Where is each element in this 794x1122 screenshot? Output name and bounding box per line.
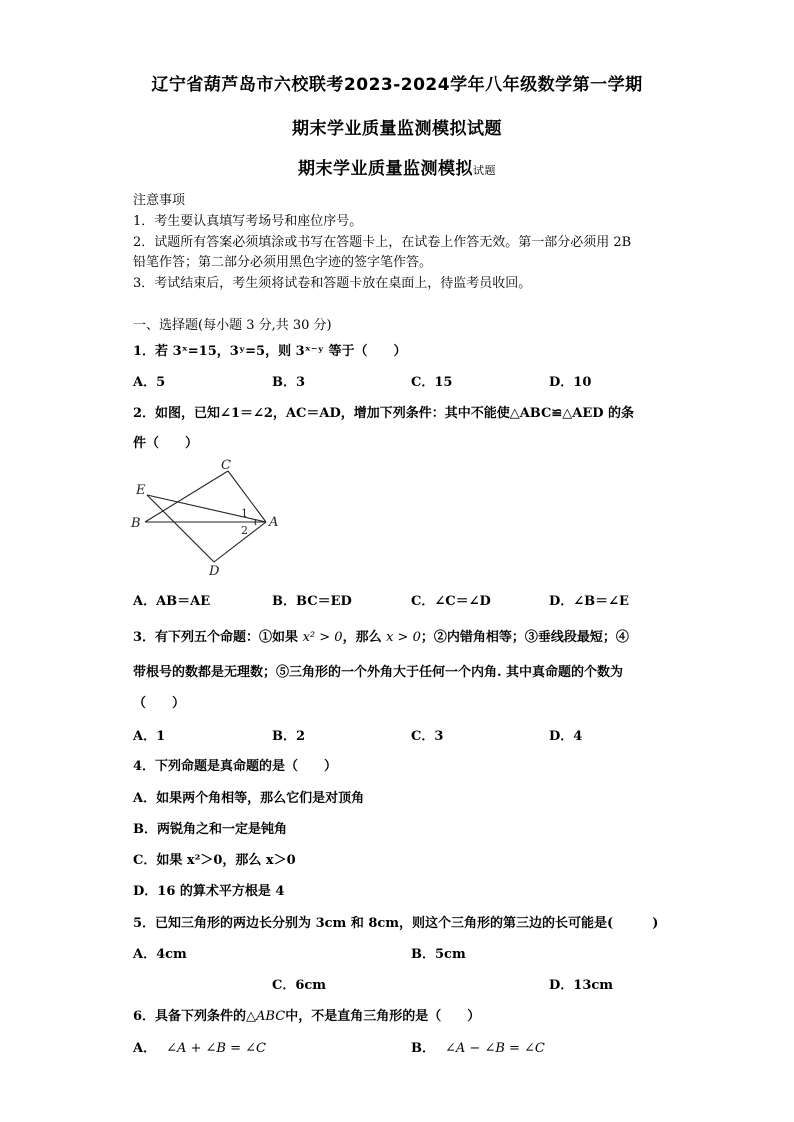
label-d: D [209,564,220,576]
label-a: A [269,515,279,530]
q6-option-a-math: ∠A + ∠B = ∠C [166,1041,266,1056]
q3-math-x-squared: x² > 0 [302,630,343,645]
q6-math-triangle: △ABC [246,1009,286,1024]
label-c: C [221,458,231,473]
segment-bc [145,471,228,522]
q3-option-d: D．4 [549,729,583,744]
q5-option-b: B．5cm [411,947,466,962]
q3-stem-a1: 3．有下列五个命题：①如果 [133,630,303,645]
q3-stem-a3: ；②内错角相等；③垂线段最短；④ [420,630,629,645]
notice-item-2b: 铅笔作答；第二部分必须用黑色字迹的签字笔作答。 [133,255,433,270]
q3-math-x-positive: x > 0 [386,630,421,645]
exam-title-line2: 期末学业质量监测模拟试题 [292,119,502,139]
notice-item-1: 1．考生要认真填写考场号和座位序号。 [133,214,363,229]
q1-option-d: D．10 [549,375,592,390]
q4-stem: 4．下列命题是真命题的是（ ） [133,759,338,774]
exam-title-line3 [0,154,794,179]
q2-option-c: C．∠C＝∠D [411,594,491,609]
q2-stem-a: 2．如图，已知∠1＝∠2，AC＝AD，增加下列条件：其中不能使△ABC≌△AED 的条 [133,406,635,421]
q3-stem-a [133,626,673,645]
q3-stem-a2: ，那么 [342,630,387,645]
q2-option-d: D．∠B＝∠E [549,594,629,609]
notice-item-3: 3．考试结束后，考生须将试卷和答题卡放在桌面上，待监考员收回。 [133,276,532,291]
q1-stem: 1．若 3ˣ=15，3ʸ=5，则 3ˣ⁻ʸ 等于（ ） [133,344,407,359]
q5-option-c: C．6cm [272,978,327,993]
q3-stem-c: （ ） [133,696,186,711]
section-1-heading: 一、选择题(每小题 3 分,共 30 分) [133,318,332,333]
q4-option-d: D．16 的算术平方根是 4 [133,884,285,899]
q2-triangle-figure [130,458,290,576]
q3-option-a: A．1 [133,729,166,744]
q3-option-b: B．2 [272,729,306,744]
q6-option-b-label: B． [411,1041,435,1056]
q6-stem [133,1005,673,1024]
exam-title-line3-main: 期末学业质量监测模拟 [298,159,473,179]
notice-heading: 注意事项 [133,193,186,208]
q1-option-c: C．15 [411,375,453,390]
q6-stem-a: 6．具备下列条件的 [133,1009,247,1024]
q2-option-b: B．BC＝ED [272,594,352,609]
q6-option-b [411,1037,545,1056]
q4-option-a: A．如果两个角相等，那么它们是对顶角 [133,791,365,806]
q6-stem-b: 中，不是直角三角形的是（ ） [285,1009,481,1024]
q5-stem: 5．已知三角形的两边长分别为 3cm 和 8cm，则这个三角形的第三边的长可能是( ) [133,916,659,931]
q1-option-a: A．5 [133,375,166,390]
segment-da [214,522,266,562]
q4-option-c: C．如果 x²＞0，那么 x＞0 [133,853,296,868]
label-e: E [136,483,146,498]
notice-item-2a: 2．试题所有答案必须填涂或书写在答题卡上，在试卷上作答无效。第一部分必须用 2B [133,235,632,250]
q6-option-a [133,1037,266,1056]
q3-stem-b: 带根号的数都是无理数；⑤三角形的一个外角大于任何一个内角. 其中真命题的个数为 [133,665,624,680]
q5-option-a: A．4cm [133,947,187,962]
q4-option-b: B．两锐角之和一定是钝角 [133,822,287,837]
q3-option-c: C．3 [411,729,444,744]
segment-ea [147,495,266,522]
q6-option-a-label: A． [133,1041,157,1056]
q2-stem-b: 件（ ） [133,436,199,451]
label-b: B [131,516,141,531]
q1-option-b: B．3 [272,375,306,390]
label-angle-2: 2 [241,524,248,537]
label-angle-1: 1 [241,507,248,520]
q6-option-b-math: ∠A − ∠B = ∠C [445,1041,545,1056]
exam-title-line1: 辽宁省葫芦岛市六校联考2023-2024学年八年级数学第一学期 [151,75,643,95]
q2-option-a: A．AB＝AE [133,594,211,609]
segment-ed [147,495,214,562]
q5-option-d: D．13cm [549,978,614,993]
exam-title-line3-small: 试题 [473,164,496,177]
